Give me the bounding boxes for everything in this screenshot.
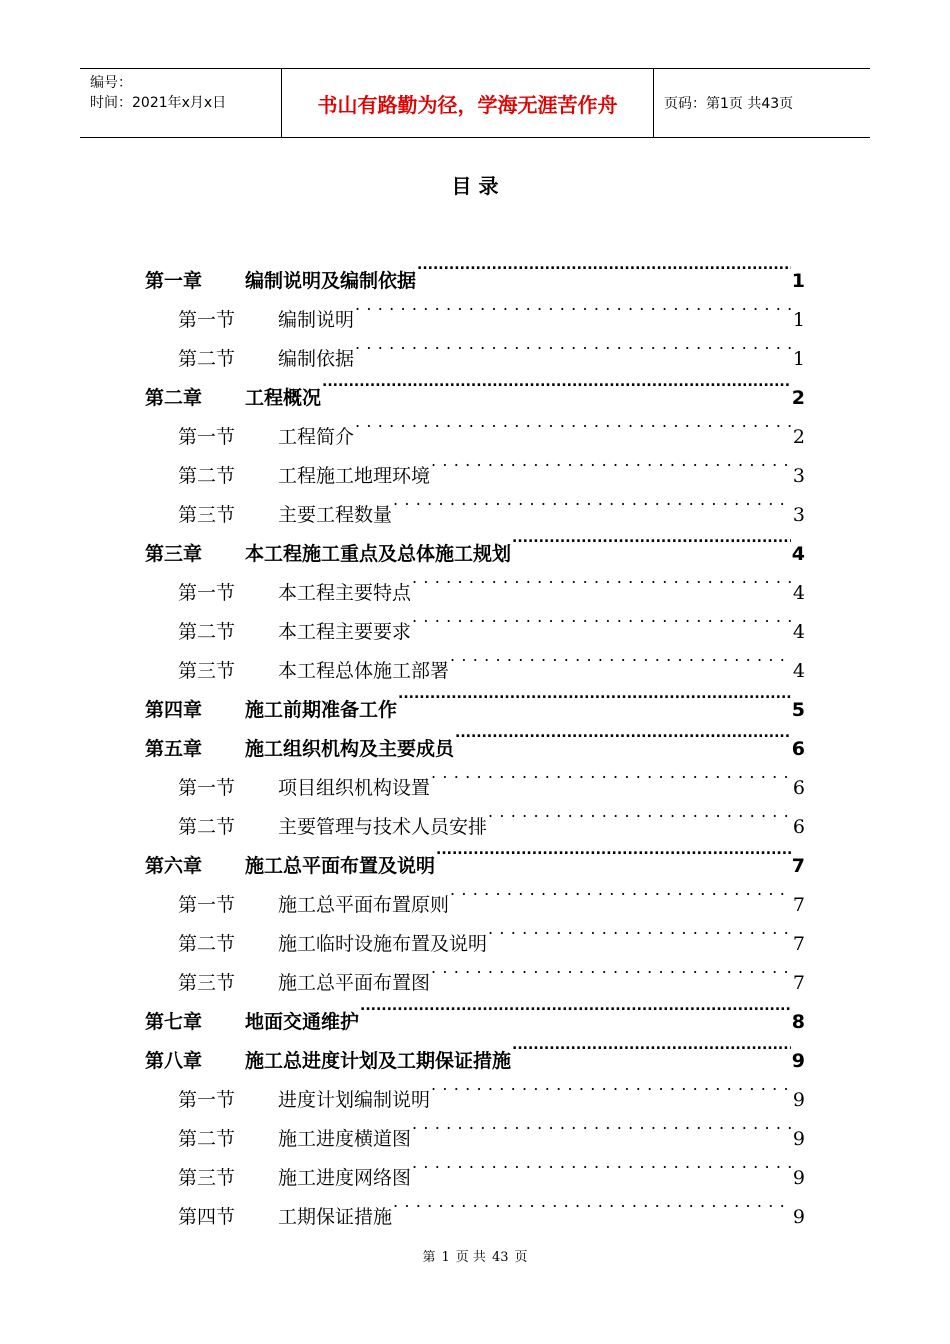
toc-section-row[interactable] [178,413,805,448]
toc-dot-leader [412,569,792,599]
toc-entry-page: 9 [792,1206,805,1228]
toc-section-row[interactable] [178,881,805,916]
toc-chapter-row[interactable] [145,686,805,721]
toc-entry-title: 本工程施工重点及总体施工规划 [245,543,512,565]
toc-entry-page: 9 [791,1050,805,1072]
header-page-info: 页码：第1页 共43页 [664,96,794,112]
toc-entry-number: 第二节 [178,465,236,487]
toc-entry-page: 8 [791,1011,805,1033]
toc-entry-number: 第三节 [178,1167,236,1189]
code-label: 编号： [90,75,132,91]
toc-entry-page: 1 [792,348,805,370]
toc-entry-number: 第一节 [178,1089,236,1111]
toc-entry-title: 项目组织机构设置 [278,777,431,799]
toc-section-row[interactable] [178,764,805,799]
toc-entry-title: 施工总平面布置图 [278,972,431,994]
toc-entry-page: 4 [792,660,805,682]
toc-entry-title: 施工总平面布置原则 [278,894,450,916]
toc-entry-number: 第一节 [178,582,236,604]
toc-entry-title: 本工程主要要求 [278,621,412,643]
toc-entry-title: 工程简介 [278,426,355,448]
toc-entry-number: 第三节 [178,660,236,682]
toc-entry-title: 编制依据 [278,348,355,370]
toc-section-row[interactable] [178,1154,805,1189]
toc-dot-leader [412,608,792,638]
toc-chapter-row[interactable] [145,725,805,760]
toc-chapter-row[interactable] [145,842,805,877]
toc-entry-number: 第二节 [178,348,236,370]
toc-entry-number: 第六章 [145,855,203,877]
toc-dot-leader [450,881,792,911]
toc-entry-title: 本工程总体施工部署 [278,660,450,682]
toc-dot-leader [360,998,791,1028]
toc-entry-title: 工程概况 [245,387,322,409]
toc-dot-leader [393,1193,792,1223]
page-footer [0,1246,950,1265]
toc-section-row[interactable] [178,335,805,370]
toc-entry-title: 施工总进度计划及工期保证措施 [245,1050,512,1072]
toc-dot-leader [431,452,792,482]
toc-entry-page: 6 [792,777,805,799]
toc-entry-title: 施工进度网络图 [278,1167,412,1189]
time-label: 时间：2021年x月x日 [90,95,227,111]
toc-section-row[interactable] [178,1193,805,1228]
page-header [80,68,870,138]
toc-section-row[interactable] [178,920,805,955]
toc-entry-title: 施工总平面布置及说明 [245,855,436,877]
footer-total-pages: 43 [491,1250,509,1265]
toc-entry-page: 3 [792,465,805,487]
toc-dot-leader [322,374,791,404]
toc-entry-number: 第四节 [178,1206,236,1228]
toc-dot-leader [355,413,792,443]
toc-entry-number: 第三节 [178,504,236,526]
toc-dot-leader [488,803,792,833]
toc-entry-page: 5 [791,699,805,721]
toc-entry-number: 第一节 [178,426,236,448]
toc-dot-leader [393,491,792,521]
toc-entry-number: 第四章 [145,699,203,721]
toc-entry-title: 施工前期准备工作 [245,699,398,721]
toc-entry-page: 2 [791,387,805,409]
toc-entry-title: 工期保证措施 [278,1206,393,1228]
toc-entry-page: 7 [791,855,805,877]
toc-dot-leader [412,1115,792,1145]
footer-suffix: 页 [514,1250,528,1265]
footer-prefix: 第 [422,1250,436,1265]
toc-entry-number: 第二节 [178,933,236,955]
toc-entry-title: 进度计划编制说明 [278,1089,431,1111]
toc-entry-title: 工程施工地理环境 [278,465,431,487]
toc-entry-page: 6 [792,816,805,838]
toc-entry-number: 第一节 [178,309,236,331]
toc-section-row[interactable] [178,608,805,643]
toc-section-row[interactable] [178,1115,805,1150]
toc-dot-leader [488,920,792,950]
toc-dot-leader [512,530,791,560]
toc-entry-title: 编制说明 [278,309,355,331]
toc-entry-page: 4 [792,621,805,643]
toc-dot-leader [431,1076,792,1106]
toc-entry-page: 2 [792,426,805,448]
toc-entry-title: 主要工程数量 [278,504,393,526]
toc-dot-leader [512,1037,791,1067]
toc-entry-number: 第一节 [178,894,236,916]
toc-entry-page: 9 [792,1167,805,1189]
toc-entry-number: 第三章 [145,543,203,565]
toc-section-row[interactable] [178,959,805,994]
toc-dot-leader [455,725,791,755]
toc-entry-page: 1 [791,270,805,292]
header-meta [80,69,282,137]
toc-section-row[interactable] [178,491,805,526]
toc-entry-number: 第一节 [178,777,236,799]
toc-dot-leader [355,296,792,326]
toc-title: 目 录 [451,174,499,198]
toc-dot-leader [436,842,791,872]
toc-dot-leader [417,257,791,287]
toc-entry-title: 施工临时设施布置及说明 [278,933,488,955]
toc-entry-page: 1 [792,309,805,331]
toc-entry-number: 第五章 [145,738,203,760]
toc-section-row[interactable] [178,803,805,838]
toc-entry-title: 施工进度横道图 [278,1128,412,1150]
toc-entry-number: 第三节 [178,972,236,994]
toc-entry-number: 第二节 [178,1128,236,1150]
toc-entry-page: 7 [792,933,805,955]
toc-entry-number: 第七章 [145,1011,203,1033]
toc-entry-page: 9 [792,1128,805,1150]
toc-chapter-row[interactable] [145,530,805,565]
toc-dot-leader [412,1154,792,1184]
toc-chapter-row[interactable] [145,374,805,409]
toc-entry-page: 9 [792,1089,805,1111]
toc-dot-leader [355,335,792,365]
toc-section-row[interactable] [178,569,805,604]
toc-chapter-row[interactable] [145,1037,805,1072]
toc-entry-title: 地面交通维护 [245,1011,360,1033]
toc-entry-title: 主要管理与技术人员安排 [278,816,488,838]
header-motto: 书山有路勤为径，学海无涯苦作舟 [282,69,654,137]
toc-entry-number: 第八章 [145,1050,203,1072]
toc-dot-leader [431,959,792,989]
toc-entry-number: 第二章 [145,387,203,409]
toc-entry-number: 第一章 [145,270,203,292]
toc-entry-page: 6 [791,738,805,760]
toc-chapter-row[interactable] [145,998,805,1033]
toc-entry-page: 7 [792,972,805,994]
toc-section-row[interactable] [178,452,805,487]
toc-section-row[interactable] [178,1076,805,1111]
toc-chapter-row[interactable] [145,257,805,292]
toc-dot-leader [431,764,792,794]
toc-entry-title: 编制说明及编制依据 [245,270,417,292]
footer-current-page: 1 [441,1250,450,1265]
toc-section-row[interactable] [178,296,805,331]
toc-entry-page: 4 [792,582,805,604]
toc-entry-page: 7 [792,894,805,916]
toc-section-row[interactable] [178,647,805,682]
toc-dot-leader [450,647,792,677]
toc-entry-page: 3 [792,504,805,526]
toc-entry-number: 第二节 [178,621,236,643]
toc-dot-leader [398,686,791,716]
toc-entry-page: 4 [791,543,805,565]
toc-entry-title: 本工程主要特点 [278,582,412,604]
toc-entry-number: 第二节 [178,816,236,838]
toc-entry-title: 施工组织机构及主要成员 [245,738,455,760]
footer-mid: 页 共 [455,1250,486,1265]
